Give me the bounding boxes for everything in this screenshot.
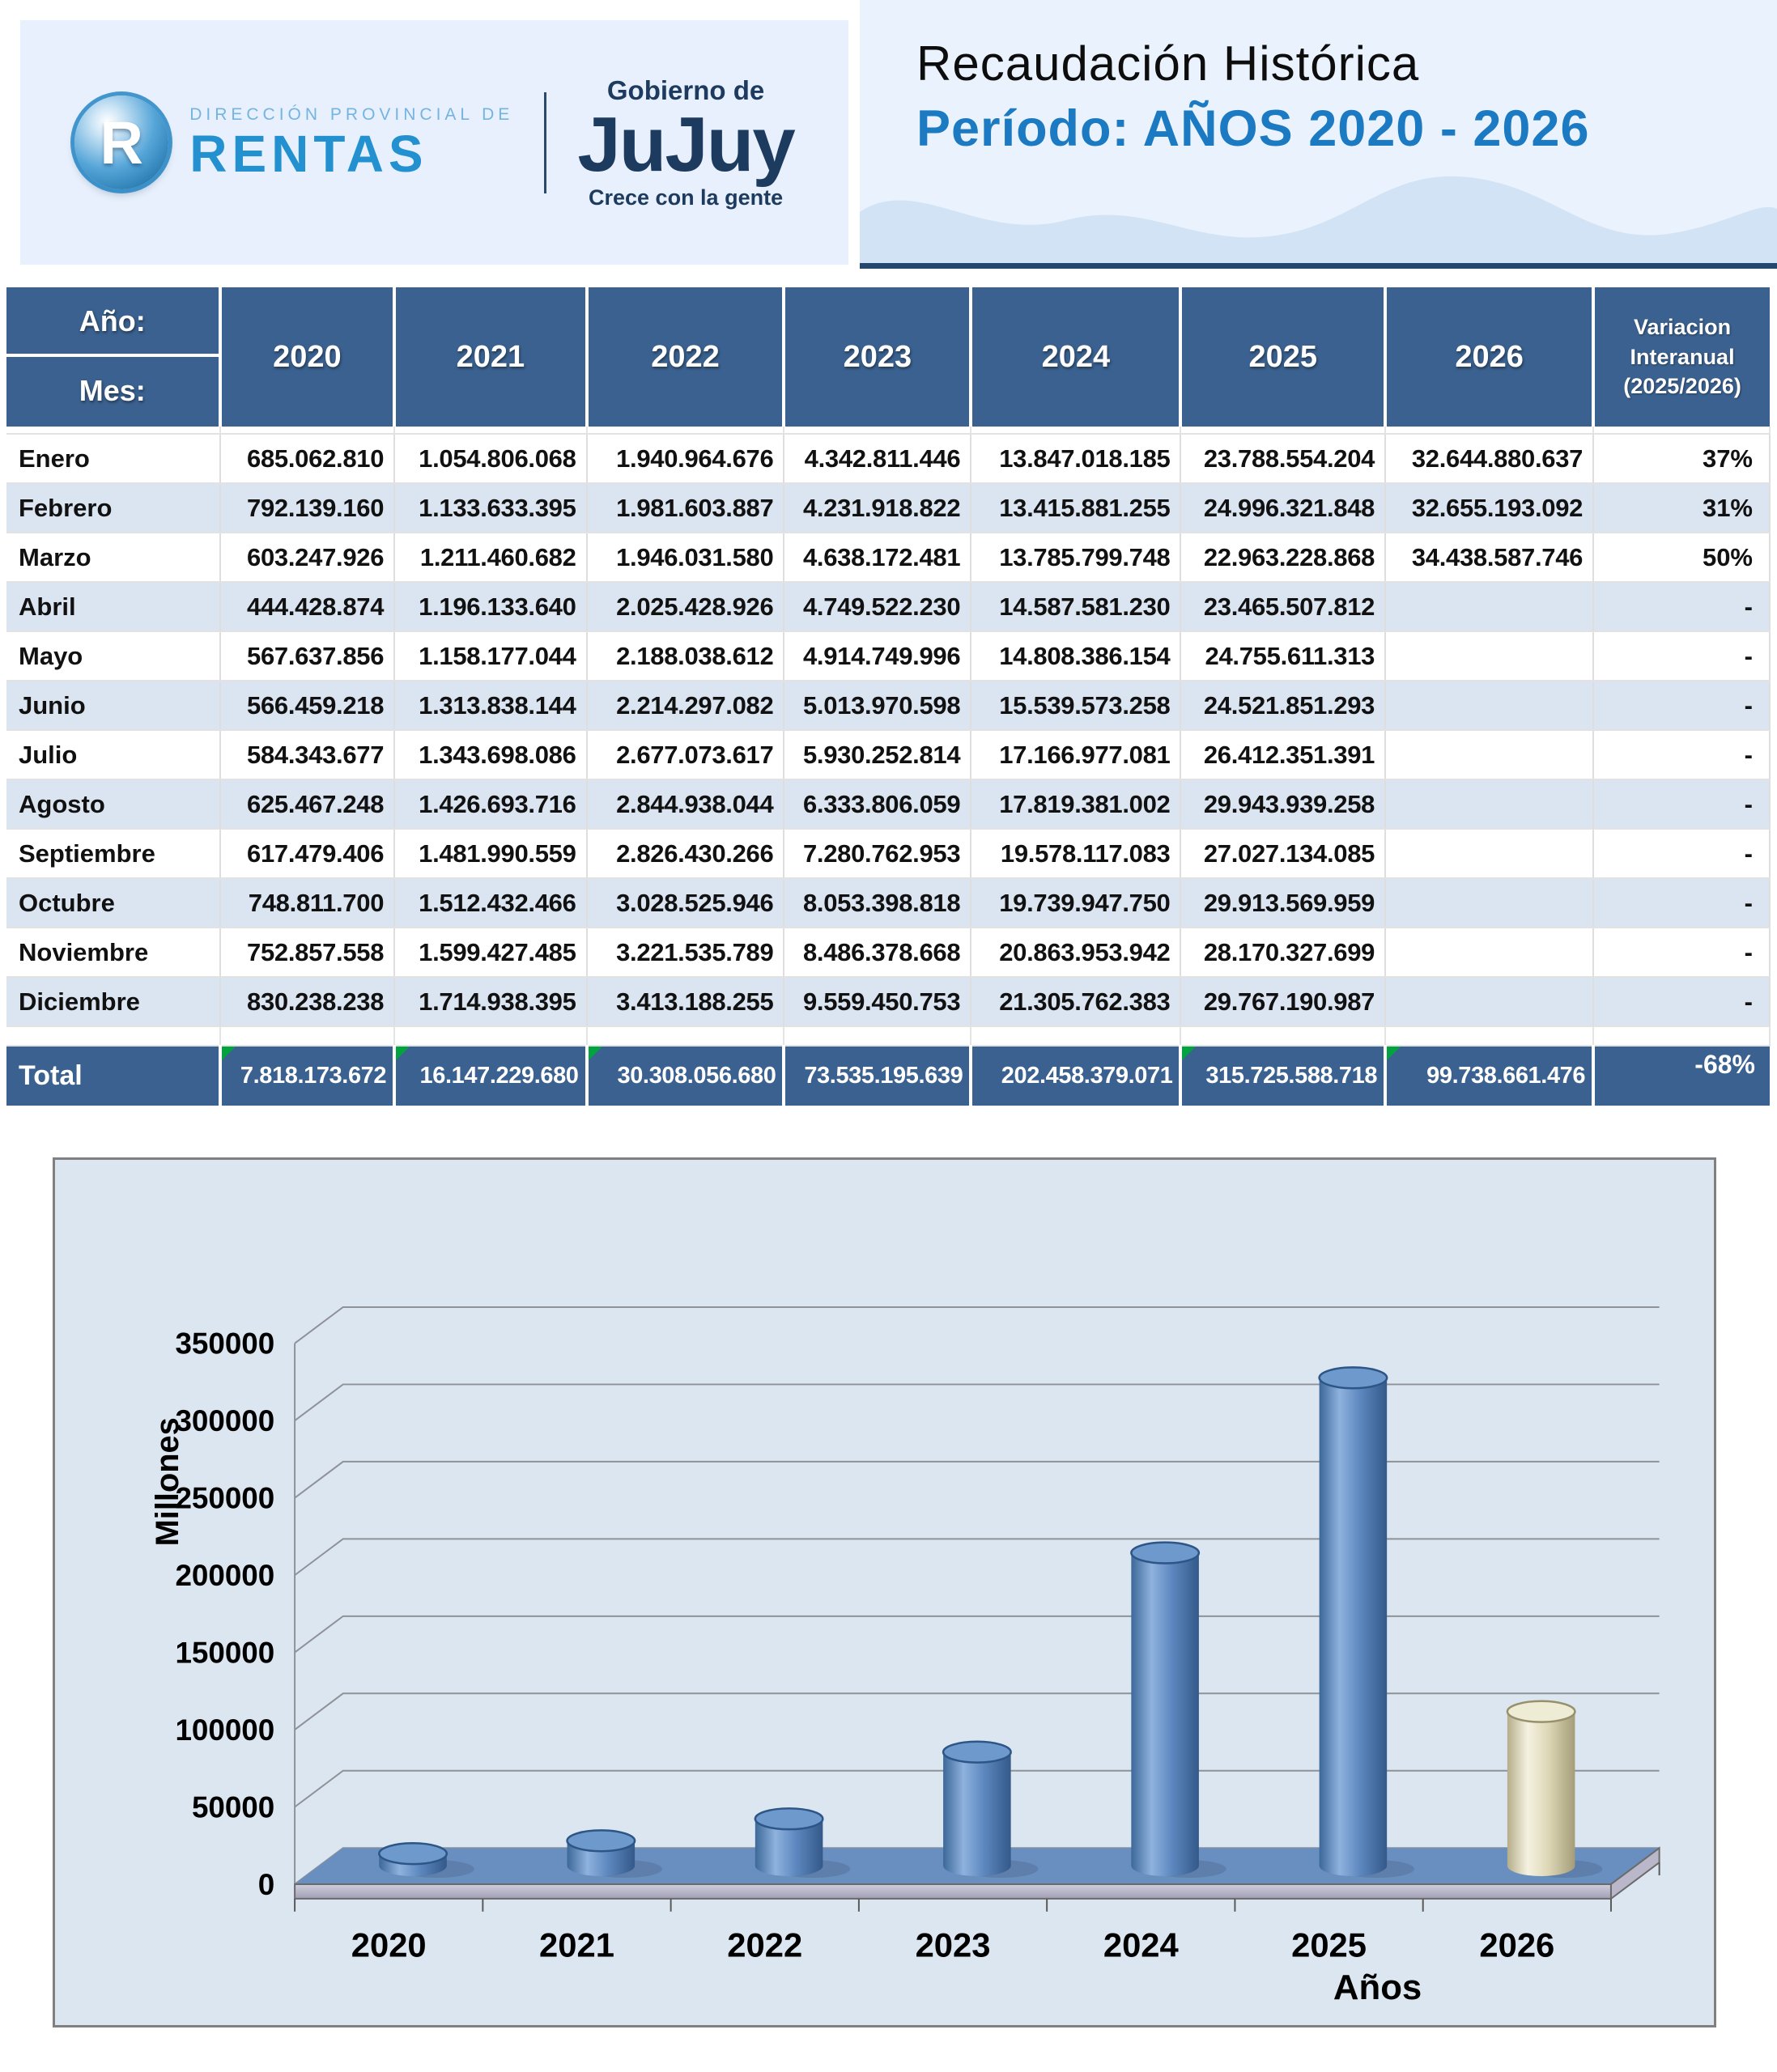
table-row bbox=[6, 730, 1770, 779]
value-cell: 1.599.427.485 bbox=[394, 928, 586, 977]
value-cell: 23.465.507.812 bbox=[1180, 582, 1385, 631]
variation-column-header bbox=[1593, 287, 1770, 427]
value-cell: 8.053.398.818 bbox=[784, 878, 971, 928]
year-column-header: 2021 bbox=[394, 287, 586, 427]
svg-text:2024: 2024 bbox=[1103, 1926, 1179, 1964]
month-cell: Marzo bbox=[6, 533, 220, 582]
value-cell: 2.214.297.082 bbox=[587, 681, 784, 730]
chart-container bbox=[53, 1157, 1716, 2027]
total-row bbox=[6, 1046, 1770, 1106]
svg-text:2026: 2026 bbox=[1479, 1926, 1555, 1964]
value-cell: 19.739.947.750 bbox=[971, 878, 1180, 928]
value-cell: 24.521.851.293 bbox=[1180, 681, 1385, 730]
value-cell: 752.857.558 bbox=[220, 928, 395, 977]
variation-cell: - bbox=[1593, 730, 1770, 779]
total-value-cell: 7.818.173.672 bbox=[220, 1046, 395, 1106]
svg-text:250000: 250000 bbox=[175, 1481, 275, 1515]
year-label: Año: bbox=[6, 289, 219, 357]
month-cell: Mayo bbox=[6, 631, 220, 681]
variation-cell: - bbox=[1593, 829, 1770, 878]
variation-cell: 31% bbox=[1593, 483, 1770, 533]
month-cell: Febrero bbox=[6, 483, 220, 533]
spacer-cell bbox=[784, 1026, 971, 1046]
svg-text:2022: 2022 bbox=[727, 1926, 803, 1964]
value-cell: 566.459.218 bbox=[220, 681, 395, 730]
svg-text:2021: 2021 bbox=[539, 1926, 614, 1964]
variation-cell: - bbox=[1593, 631, 1770, 681]
page-title: Recaudación Histórica bbox=[916, 36, 1420, 91]
rentas-tagline: DIRECCIÓN PROVINCIAL DE bbox=[189, 105, 514, 124]
svg-text:150000: 150000 bbox=[175, 1636, 275, 1670]
table-row bbox=[6, 533, 1770, 582]
total-value-cell: 202.458.379.071 bbox=[971, 1046, 1180, 1106]
value-cell: 29.913.569.959 bbox=[1180, 878, 1385, 928]
value-cell: 5.013.970.598 bbox=[784, 681, 971, 730]
table-row bbox=[6, 779, 1770, 829]
year-column-header: 2025 bbox=[1180, 287, 1385, 427]
value-cell bbox=[1385, 829, 1593, 878]
value-cell: 2.677.073.617 bbox=[587, 730, 784, 779]
value-cell: 17.819.381.002 bbox=[971, 779, 1180, 829]
value-cell: 17.166.977.081 bbox=[971, 730, 1180, 779]
value-cell bbox=[1385, 730, 1593, 779]
year-column-header: 2022 bbox=[587, 287, 784, 427]
jujuy-slogan: Crece con la gente bbox=[589, 185, 784, 210]
value-cell: 1.054.806.068 bbox=[394, 434, 586, 483]
value-cell: 603.247.926 bbox=[220, 533, 395, 582]
value-cell: 2.826.430.266 bbox=[587, 829, 784, 878]
value-cell: 14.587.581.230 bbox=[971, 582, 1180, 631]
value-cell: 1.714.938.395 bbox=[394, 977, 586, 1026]
spacer-cell bbox=[587, 1026, 784, 1046]
value-cell: 26.412.351.391 bbox=[1180, 730, 1385, 779]
variation-cell: 50% bbox=[1593, 533, 1770, 582]
spacer-cell bbox=[6, 1026, 220, 1046]
value-cell: 9.559.450.753 bbox=[784, 977, 971, 1026]
spacer-cell bbox=[6, 427, 220, 434]
variation-cell: - bbox=[1593, 928, 1770, 977]
value-cell: 2.188.038.612 bbox=[587, 631, 784, 681]
spacer-cell bbox=[394, 1026, 586, 1046]
value-cell: 32.655.193.092 bbox=[1385, 483, 1593, 533]
value-cell: 2.844.938.044 bbox=[587, 779, 784, 829]
value-cell: 13.785.799.748 bbox=[971, 533, 1180, 582]
value-cell: 1.512.432.466 bbox=[394, 878, 586, 928]
page-subtitle: Período: AÑOS 2020 - 2026 bbox=[916, 100, 1590, 157]
total-variation-cell: -68% bbox=[1593, 1046, 1770, 1106]
value-cell: 1.343.698.086 bbox=[394, 730, 586, 779]
year-column-header: 2024 bbox=[971, 287, 1180, 427]
svg-text:350000: 350000 bbox=[175, 1327, 275, 1361]
variation-cell: - bbox=[1593, 681, 1770, 730]
year-column-header: 2020 bbox=[220, 287, 395, 427]
value-cell: 14.808.386.154 bbox=[971, 631, 1180, 681]
svg-text:100000: 100000 bbox=[175, 1713, 275, 1747]
value-cell: 792.139.160 bbox=[220, 483, 395, 533]
month-cell: Agosto bbox=[6, 779, 220, 829]
value-cell: 21.305.762.383 bbox=[971, 977, 1180, 1026]
svg-text:2023: 2023 bbox=[915, 1926, 991, 1964]
table-row bbox=[6, 434, 1770, 483]
value-cell: 28.170.327.699 bbox=[1180, 928, 1385, 977]
rentas-circle-icon bbox=[74, 96, 168, 189]
value-cell: 7.280.762.953 bbox=[784, 829, 971, 878]
value-cell: 1.940.964.676 bbox=[587, 434, 784, 483]
logos-panel bbox=[20, 20, 848, 265]
value-cell: 13.847.018.185 bbox=[971, 434, 1180, 483]
value-cell: 24.755.611.313 bbox=[1180, 631, 1385, 681]
rentas-name: RENTAS bbox=[189, 125, 428, 183]
value-cell: 23.788.554.204 bbox=[1180, 434, 1385, 483]
table-header-row bbox=[6, 287, 1770, 427]
jujuy-logo bbox=[577, 75, 793, 210]
spacer-cell bbox=[1385, 1026, 1593, 1046]
value-cell bbox=[1385, 681, 1593, 730]
value-cell: 1.981.603.887 bbox=[587, 483, 784, 533]
variation-cell: - bbox=[1593, 878, 1770, 928]
month-cell: Septiembre bbox=[6, 829, 220, 878]
logo-divider bbox=[544, 92, 546, 193]
rentas-logo-letter: R bbox=[100, 108, 143, 176]
value-cell: 4.914.749.996 bbox=[784, 631, 971, 681]
value-cell: 29.767.190.987 bbox=[1180, 977, 1385, 1026]
spacer-cell bbox=[1180, 1026, 1385, 1046]
jujuy-name: JuJuy bbox=[577, 100, 794, 188]
value-cell: 625.467.248 bbox=[220, 779, 395, 829]
total-label-cell: Total bbox=[6, 1046, 220, 1106]
total-value-cell: 30.308.056.680 bbox=[587, 1046, 784, 1106]
svg-text:2020: 2020 bbox=[351, 1926, 427, 1964]
value-cell: 748.811.700 bbox=[220, 878, 395, 928]
value-cell: 617.479.406 bbox=[220, 829, 395, 878]
spacer-cell bbox=[220, 427, 395, 434]
value-cell: 2.025.428.926 bbox=[587, 582, 784, 631]
svg-text:50000: 50000 bbox=[191, 1790, 275, 1824]
month-cell: Junio bbox=[6, 681, 220, 730]
variation-header-line: Variacion bbox=[1634, 315, 1732, 340]
corner-header-cell bbox=[6, 287, 220, 427]
year-column-header: 2023 bbox=[784, 287, 971, 427]
value-cell: 1.211.460.682 bbox=[394, 533, 586, 582]
value-cell: 584.343.677 bbox=[220, 730, 395, 779]
svg-text:200000: 200000 bbox=[175, 1559, 275, 1593]
spacer-row bbox=[6, 427, 1770, 434]
table-row bbox=[6, 582, 1770, 631]
page-header bbox=[0, 0, 1777, 269]
variation-cell: 37% bbox=[1593, 434, 1770, 483]
svg-text:Millones: Millones bbox=[149, 1417, 185, 1547]
total-value-cell: 73.535.195.639 bbox=[784, 1046, 971, 1106]
value-cell: 27.027.134.085 bbox=[1180, 829, 1385, 878]
spacer-cell bbox=[971, 427, 1180, 434]
value-cell: 4.231.918.822 bbox=[784, 483, 971, 533]
svg-text:Años: Años bbox=[1333, 1968, 1422, 2008]
variation-cell: - bbox=[1593, 779, 1770, 829]
table-row bbox=[6, 483, 1770, 533]
spacer-cell bbox=[1593, 1026, 1770, 1046]
table-row bbox=[6, 928, 1770, 977]
value-cell: 3.221.535.789 bbox=[587, 928, 784, 977]
spacer-cell bbox=[220, 1026, 395, 1046]
month-cell: Abril bbox=[6, 582, 220, 631]
value-cell bbox=[1385, 779, 1593, 829]
value-cell: 29.943.939.258 bbox=[1180, 779, 1385, 829]
value-cell: 1.481.990.559 bbox=[394, 829, 586, 878]
variation-header-line: Interanual bbox=[1630, 344, 1735, 369]
table-row bbox=[6, 878, 1770, 928]
year-column-header: 2026 bbox=[1385, 287, 1593, 427]
value-cell bbox=[1385, 878, 1593, 928]
value-cell: 685.062.810 bbox=[220, 434, 395, 483]
value-cell: 22.963.228.868 bbox=[1180, 533, 1385, 582]
value-cell: 8.486.378.668 bbox=[784, 928, 971, 977]
spacer-row bbox=[6, 1026, 1770, 1046]
value-cell: 1.196.133.640 bbox=[394, 582, 586, 631]
recaudacion-table bbox=[6, 287, 1771, 1106]
value-cell: 1.946.031.580 bbox=[587, 533, 784, 582]
month-cell: Diciembre bbox=[6, 977, 220, 1026]
value-cell: 4.638.172.481 bbox=[784, 533, 971, 582]
table-row bbox=[6, 631, 1770, 681]
value-cell: 34.438.587.746 bbox=[1385, 533, 1593, 582]
total-value-cell: 315.725.588.718 bbox=[1180, 1046, 1385, 1106]
spacer-cell bbox=[1385, 427, 1593, 434]
spacer-cell bbox=[1180, 427, 1385, 434]
total-value-cell: 16.147.229.680 bbox=[394, 1046, 586, 1106]
title-panel bbox=[860, 0, 1777, 269]
month-cell: Noviembre bbox=[6, 928, 220, 977]
value-cell bbox=[1385, 977, 1593, 1026]
value-cell: 3.413.188.255 bbox=[587, 977, 784, 1026]
value-cell: 1.133.633.395 bbox=[394, 483, 586, 533]
value-cell: 5.930.252.814 bbox=[784, 730, 971, 779]
value-cell: 24.996.321.848 bbox=[1180, 483, 1385, 533]
rentas-logo-text bbox=[189, 105, 514, 183]
value-cell: 1.313.838.144 bbox=[394, 681, 586, 730]
spacer-cell bbox=[971, 1026, 1180, 1046]
value-cell: 15.539.573.258 bbox=[971, 681, 1180, 730]
value-cell bbox=[1385, 928, 1593, 977]
value-cell: 567.637.856 bbox=[220, 631, 395, 681]
value-cell: 3.028.525.946 bbox=[587, 878, 784, 928]
month-cell: Octubre bbox=[6, 878, 220, 928]
total-value-cell: 99.738.661.476 bbox=[1385, 1046, 1593, 1106]
month-cell: Julio bbox=[6, 730, 220, 779]
value-cell: 13.415.881.255 bbox=[971, 483, 1180, 533]
value-cell: 444.428.874 bbox=[220, 582, 395, 631]
rentas-logo bbox=[74, 96, 513, 189]
variation-cell: - bbox=[1593, 582, 1770, 631]
table-row bbox=[6, 977, 1770, 1026]
recaudacion-chart bbox=[55, 1160, 1714, 2025]
month-cell: Enero bbox=[6, 434, 220, 483]
value-cell: 830.238.238 bbox=[220, 977, 395, 1026]
svg-text:0: 0 bbox=[257, 1867, 275, 1901]
value-cell: 1.426.693.716 bbox=[394, 779, 586, 829]
value-cell bbox=[1385, 582, 1593, 631]
variation-cell: - bbox=[1593, 977, 1770, 1026]
value-cell: 6.333.806.059 bbox=[784, 779, 971, 829]
table-row bbox=[6, 829, 1770, 878]
value-cell: 19.578.117.083 bbox=[971, 829, 1180, 878]
svg-text:300000: 300000 bbox=[175, 1404, 275, 1438]
value-cell: 4.749.522.230 bbox=[784, 582, 971, 631]
spacer-cell bbox=[587, 427, 784, 434]
value-cell: 32.644.880.637 bbox=[1385, 434, 1593, 483]
table-row bbox=[6, 681, 1770, 730]
value-cell: 20.863.953.942 bbox=[971, 928, 1180, 977]
svg-text:2025: 2025 bbox=[1291, 1926, 1367, 1964]
spacer-cell bbox=[394, 427, 586, 434]
variation-header-line: (2025/2026) bbox=[1623, 374, 1741, 399]
jujuy-line1: Gobierno de bbox=[606, 74, 765, 105]
value-cell: 4.342.811.446 bbox=[784, 434, 971, 483]
value-cell: 1.158.177.044 bbox=[394, 631, 586, 681]
spacer-cell bbox=[1593, 427, 1770, 434]
spacer-cell bbox=[784, 427, 971, 434]
value-cell bbox=[1385, 631, 1593, 681]
month-label: Mes: bbox=[79, 374, 146, 407]
